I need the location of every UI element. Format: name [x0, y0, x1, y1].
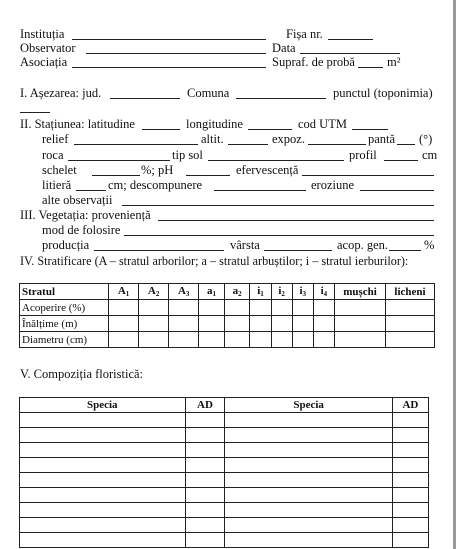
- cell[interactable]: [250, 332, 271, 348]
- longitudine-label: longitudine: [186, 117, 243, 131]
- table-row: [20, 488, 429, 503]
- col-a1: $a_1$: [199, 284, 225, 300]
- altit-field[interactable]: [228, 144, 268, 145]
- cell[interactable]: [392, 488, 428, 503]
- table-row: [20, 518, 429, 533]
- cell[interactable]: [20, 518, 186, 533]
- col-stratul: Stratul: [20, 284, 109, 300]
- productia-field[interactable]: [94, 250, 224, 251]
- cell[interactable]: [20, 533, 186, 548]
- acop-label: acop. gen.: [337, 238, 389, 252]
- cell[interactable]: [199, 300, 225, 316]
- cell[interactable]: [185, 428, 225, 443]
- cell[interactable]: [225, 428, 392, 443]
- cell[interactable]: [392, 443, 428, 458]
- stratification-table: [19, 283, 435, 348]
- cell[interactable]: [392, 458, 428, 473]
- ph-label: %; pH: [141, 163, 174, 177]
- section5-title: V. Compoziția floristică:: [20, 367, 144, 381]
- stratification-header-row: [20, 284, 435, 300]
- cell[interactable]: [185, 503, 225, 518]
- asociatia-field[interactable]: [72, 67, 266, 68]
- table-row: [20, 428, 429, 443]
- cell[interactable]: [139, 316, 169, 332]
- schelet-field[interactable]: [92, 175, 140, 176]
- judet-field[interactable]: [110, 98, 180, 99]
- cod-utm-label: cod UTM: [298, 117, 347, 131]
- litiera-label: litieră: [42, 178, 72, 192]
- cell[interactable]: [225, 413, 392, 428]
- cell[interactable]: [20, 488, 186, 503]
- cell[interactable]: [20, 413, 186, 428]
- cell[interactable]: [225, 488, 392, 503]
- col-specia-2: Specia: [225, 398, 392, 413]
- cell[interactable]: [20, 428, 186, 443]
- table-row: [20, 443, 429, 458]
- provenienta-field[interactable]: [158, 220, 434, 221]
- section1-title: I. Așezarea: jud.: [20, 86, 102, 100]
- cell[interactable]: [392, 473, 428, 488]
- table-row: [20, 332, 435, 348]
- observator-label: Observator: [20, 41, 76, 55]
- cell[interactable]: [199, 332, 225, 348]
- cell[interactable]: [225, 458, 392, 473]
- cell[interactable]: [392, 533, 428, 548]
- col-i3: $i_3$: [292, 284, 313, 300]
- eroziune-label: eroziune: [311, 178, 355, 192]
- col-A3: $A_3$: [169, 284, 199, 300]
- varsta-field[interactable]: [264, 250, 332, 251]
- expoz-label: expoz.: [272, 132, 305, 146]
- cell[interactable]: [292, 300, 313, 316]
- cell[interactable]: [335, 300, 386, 316]
- roca-field[interactable]: [68, 160, 170, 161]
- cell[interactable]: [225, 443, 392, 458]
- cell[interactable]: [392, 428, 428, 443]
- table-row: [20, 458, 429, 473]
- cell[interactable]: [225, 533, 392, 548]
- cell[interactable]: [109, 332, 139, 348]
- toponimia-field[interactable]: [20, 112, 50, 113]
- cell[interactable]: [169, 316, 199, 332]
- cell[interactable]: [225, 473, 392, 488]
- observator-field[interactable]: [86, 53, 266, 54]
- cell[interactable]: [185, 533, 225, 548]
- col-i4: $i_4$: [313, 284, 334, 300]
- cell[interactable]: [20, 473, 186, 488]
- alte-label: alte observații: [42, 193, 113, 207]
- longitudine-field[interactable]: [248, 129, 292, 130]
- comuna-label: Comuna: [187, 86, 230, 100]
- cod-utm-field[interactable]: [352, 129, 388, 130]
- table-row: [20, 503, 429, 518]
- col-muschi: mușchi: [335, 284, 386, 300]
- profil-field[interactable]: [384, 160, 418, 161]
- col-A2: $A_2$: [139, 284, 169, 300]
- cell[interactable]: [109, 300, 139, 316]
- cell[interactable]: [292, 332, 313, 348]
- cell[interactable]: [224, 300, 250, 316]
- cell[interactable]: [392, 518, 428, 533]
- institutia-field[interactable]: [72, 39, 266, 40]
- profil-unit: cm: [422, 148, 438, 162]
- cell[interactable]: [20, 458, 186, 473]
- cell[interactable]: [386, 316, 435, 332]
- acop-unit: %: [424, 238, 435, 252]
- section4-title: IV. Stratificare (A – stratul arborilor; a – stratul arbuștilor; i – stratul ierburilor):: [20, 254, 409, 268]
- row-label-acoperire: Acoperire (%): [20, 300, 109, 316]
- cell[interactable]: [386, 300, 435, 316]
- schelet-label: schelet: [42, 163, 77, 177]
- cell[interactable]: [224, 316, 250, 332]
- cell[interactable]: [139, 300, 169, 316]
- latitudine-field[interactable]: [142, 129, 180, 130]
- cell[interactable]: [169, 332, 199, 348]
- cell[interactable]: [199, 316, 225, 332]
- relief-label: relief: [42, 132, 69, 146]
- alte-field[interactable]: [122, 205, 434, 206]
- cell[interactable]: [225, 518, 392, 533]
- cell[interactable]: [313, 300, 334, 316]
- roca-label: roca: [42, 148, 64, 162]
- asociatia-label: Asociația: [20, 55, 68, 69]
- cell[interactable]: [271, 332, 292, 348]
- cell[interactable]: [225, 503, 392, 518]
- cell[interactable]: [335, 316, 386, 332]
- panta-field[interactable]: [397, 144, 415, 145]
- col-ad-2: AD: [392, 398, 428, 413]
- cell[interactable]: [392, 503, 428, 518]
- cell[interactable]: [392, 413, 428, 428]
- cell[interactable]: [335, 332, 386, 348]
- efervescenta-field[interactable]: [302, 175, 434, 176]
- cell[interactable]: [271, 300, 292, 316]
- varsta-label: vârsta: [230, 238, 260, 252]
- cell[interactable]: [139, 332, 169, 348]
- cell[interactable]: [224, 332, 250, 348]
- acop-field[interactable]: [389, 250, 421, 251]
- section3-title: III. Vegetația: proveniență: [20, 208, 151, 222]
- table-row: [20, 413, 429, 428]
- cell[interactable]: [313, 316, 334, 332]
- cell[interactable]: [169, 300, 199, 316]
- cell[interactable]: [250, 300, 271, 316]
- table-row: [20, 533, 429, 548]
- cell[interactable]: [20, 443, 186, 458]
- institutia-label: Instituția: [20, 27, 65, 41]
- descompunere-field[interactable]: [214, 190, 306, 191]
- supraf-field[interactable]: [358, 67, 383, 68]
- cell[interactable]: [185, 443, 225, 458]
- data-label: Data: [272, 41, 296, 55]
- fisa-label: Fișa nr.: [286, 27, 323, 41]
- cell[interactable]: [109, 316, 139, 332]
- col-specia-1: Specia: [20, 398, 186, 413]
- cell[interactable]: [185, 413, 225, 428]
- efervescenta-label: efervescență: [236, 163, 299, 177]
- cell[interactable]: [185, 458, 225, 473]
- col-ad-1: AD: [185, 398, 225, 413]
- cell[interactable]: [250, 316, 271, 332]
- relief-field[interactable]: [74, 144, 198, 145]
- punctul-label: punctul (toponimia): [333, 86, 433, 100]
- cell[interactable]: [185, 488, 225, 503]
- col-licheni: licheni: [386, 284, 435, 300]
- supraf-unit: m²: [387, 55, 401, 69]
- productia-label: producția: [42, 238, 90, 252]
- cell[interactable]: [292, 316, 313, 332]
- row-label-diametru: Diametru (cm): [20, 332, 109, 348]
- litiera-field[interactable]: [76, 190, 106, 191]
- row-label-inaltime: Înălțime (m): [20, 316, 109, 332]
- mod-field[interactable]: [124, 235, 434, 236]
- mod-label: mod de folosire: [42, 223, 121, 237]
- tip-sol-field[interactable]: [208, 160, 344, 161]
- tip-sol-label: tip sol: [172, 148, 203, 162]
- table-row: [20, 473, 429, 488]
- floristic-table: [19, 397, 429, 548]
- comuna-field[interactable]: [236, 98, 326, 99]
- cell[interactable]: [386, 332, 435, 348]
- cell[interactable]: [20, 503, 186, 518]
- col-A1: $A_1$: [109, 284, 139, 300]
- eroziune-field[interactable]: [360, 190, 434, 191]
- col-i2: $i_2$: [271, 284, 292, 300]
- cell[interactable]: [185, 473, 225, 488]
- cell[interactable]: [185, 518, 225, 533]
- section2-title: II. Stațiunea: latitudine: [20, 117, 135, 131]
- panta-label: pantă: [368, 132, 396, 146]
- fisa-field[interactable]: [328, 39, 373, 40]
- altit-label: altit.: [201, 132, 224, 146]
- expoz-field[interactable]: [308, 144, 366, 145]
- col-a2: $a_2$: [224, 284, 250, 300]
- ph-field[interactable]: [186, 175, 230, 176]
- descompunere-label: cm; descompunere: [108, 178, 203, 192]
- table-row: [20, 300, 435, 316]
- profil-label: profil: [349, 148, 377, 162]
- col-i1: $i_1$: [250, 284, 271, 300]
- floristic-header-row: [20, 398, 429, 413]
- cell[interactable]: [271, 316, 292, 332]
- cell[interactable]: [313, 332, 334, 348]
- data-field[interactable]: [300, 53, 400, 54]
- table-row: [20, 316, 435, 332]
- panta-unit: (°): [419, 132, 433, 146]
- supraf-label: Supraf. de probă: [272, 55, 355, 69]
